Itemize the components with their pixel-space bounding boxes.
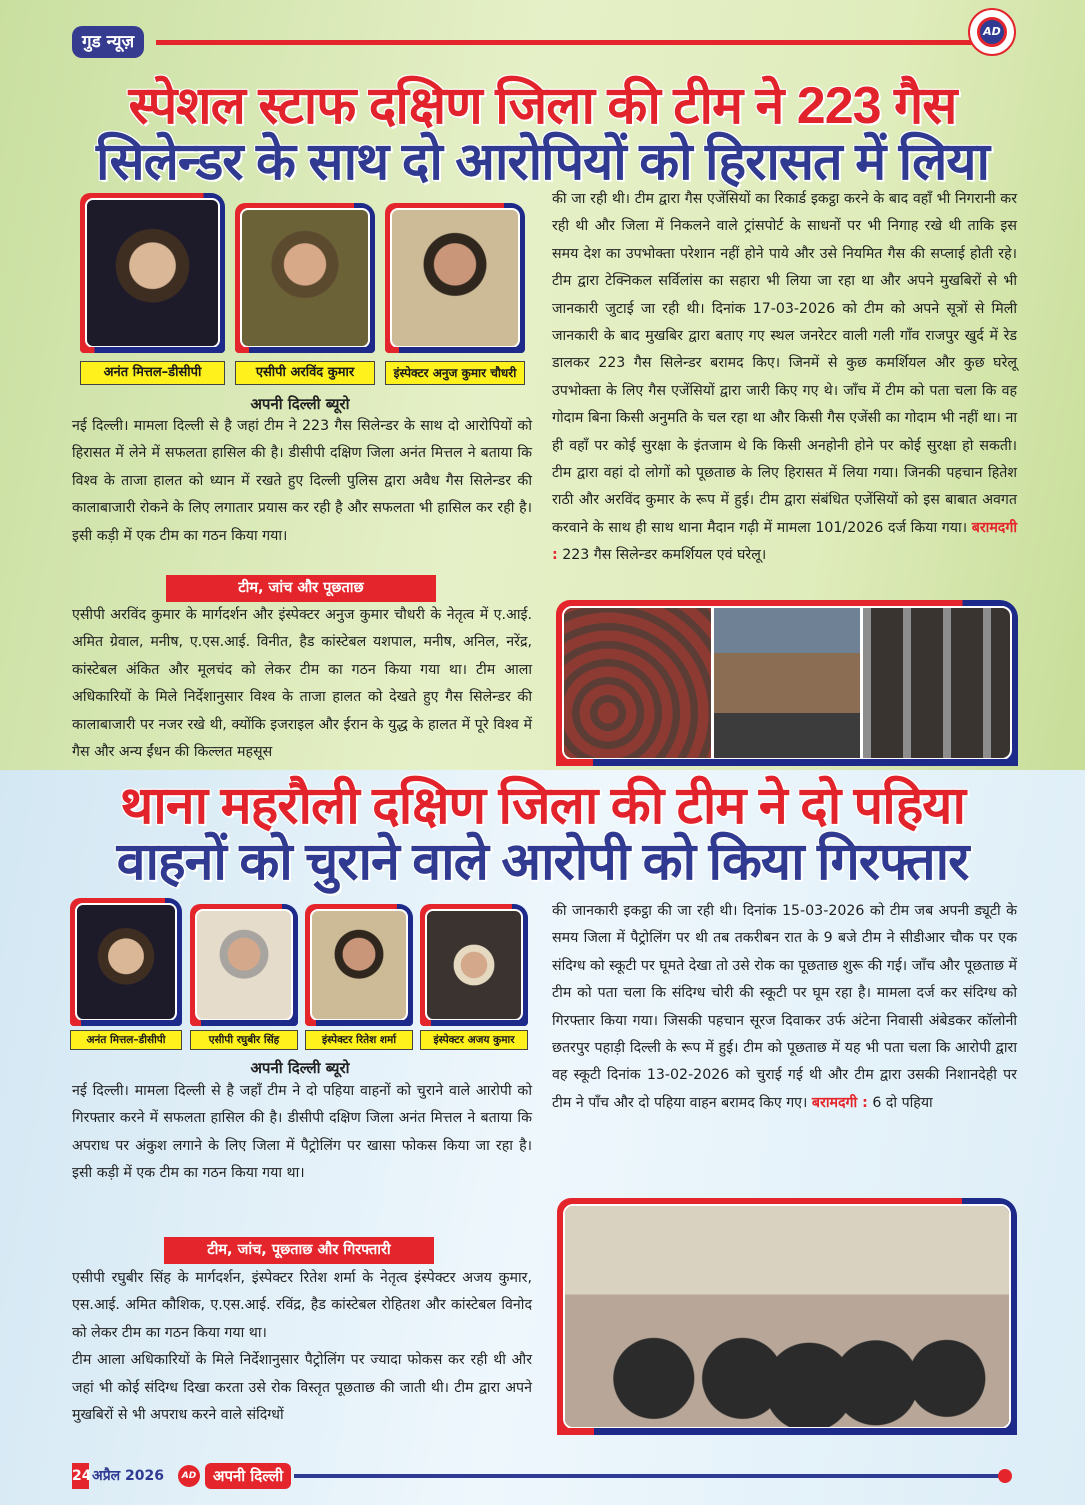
officer-photo-inspector [385,203,525,353]
story1-headline-line1: स्पेशल स्टाफ दक्षिण जिला की टीम ने 223 गैस [128,77,957,135]
story1-team-paragraph: एसीपी अरविंद कुमार के मार्गदर्शन और इंस्पेक्टर अनुज कुमार चौधरी के नेतृत्व में ए.आई. अमित ग्रेवाल, मनीष, ए.एस.आई. विनीत, हैड कांस्टेबल यशपाल, मनीष, अनिल, नरेंद्र, कांस्टेबल अंकित और मूलचंद को लेकर टीम का गठन किया गया था। टीम आला अधिकारियों के मिले निर्देशानुसार विश्व के ताजा हालत को देखते हुए गैस सिलेन्डर की कालाबाजारी पर नजर रखे थी, क्योंकि इजराइल और ईरान के युद्ध के हालत में पूरे विश्व में गैस और अन्य ईंधन की किल्लत महसूस [72,607,532,761]
story2-recovery-value: 6 दो पहिया [872,1094,933,1111]
cylinder-photo-2 [714,608,861,758]
portrait-image [310,909,408,1021]
story2-evidence-photo [557,1198,1017,1435]
portrait-image [195,909,293,1021]
officer-caption: इंस्पेक्टर अनुज कुमार चौधरी [385,361,525,385]
issue-date: अप्रैल 2026 [92,1468,164,1484]
officer-caption: एसीपी अरविंद कुमार [235,361,375,385]
story2-headline-line2: वाहनों को चुराने वाले आरोपी को किया गिरफ्तार [116,833,969,891]
officer-photo-dcp [70,898,182,1026]
header-rule [156,40,976,45]
officer-photo-dcp [80,193,225,353]
story2-team-paragraphs [72,1265,532,1429]
story1-column2 [552,186,1017,570]
portrait-image [425,909,523,1021]
officer-caption: इंस्पेक्टर रितेश शर्मा [305,1030,413,1050]
story2-team-paragraph-1: एसीपी रघुबीर सिंह के मार्गदर्शन, इंस्पेक्टर रितेश शर्मा के नेतृत्व इंस्पेक्टर अजय कुमार, एस.आई. अमित कौशिक, ए.एस.आई. रविंद्र, हैड कांस्टेबल रोहितश और कांस्टेबल विनोद को लेकर टीम का गठन किया गया था। [72,1270,532,1341]
officer-caption: अनंत मित्तल–डीसीपी [70,1030,182,1050]
evidence-photo-frame [563,1204,1011,1429]
story2-team-paragraph-2: टीम आला अधिकारियों के मिले निर्देशानुसार पैट्रोलिंग पर ज्यादा फोकस कर रही थी और जहां भी कोई संदिग्ध दिखा करता उसे रोक विस्तृत पूछताछ की जाती थी। टीम द्वारा अपने मुखबिरों से भी अपराध करने वाले संदिग्धों [72,1352,532,1424]
section-tag: गुड न्यूज़ [72,26,144,58]
officer-photo-acp [235,203,375,353]
officer-photo-acp [190,904,298,1026]
portrait-image [390,208,520,348]
story2-column2 [552,898,1017,1117]
story2-column2-text: की जानकारी इकट्ठा की जा रही थी। दिनांक 15-03-2026 को टीम जब अपनी ड्यूटी के समय जिला में पैट्रोलिंग पर थी तब तकरीबन रात के 9 बजे टीम ने सीडीआर चौक पर एक संदिग्ध को स्कूटी पर घूमते देखा तो उसे रोक का पूछताछ शुरू की गई। जाँच और पूछताछ में टीम को पता चला कि संदिग्ध चोरी की स्कूटी पर घूम रहा है। मामला दर्ज कर संदिग्ध को गिरफ्तार किया गया। जिसकी पहचान सूरज दिवाकर उर्फ अंटेना निवासी अंबेडकर कॉलोनी छतरपुर पहाड़ी दिल्ली के रूप में हुई। टीम को पूछताछ में यह भी पता चला कि आरोपी द्वारा वह स्कूटी दिनांक 13-02-2026 को चुराई गई थी और टीम द्वारा उसकी निशानदेही पर टीम ने पाँच और दो पहिया वाहन बरामद किए गए। [552,903,1017,1111]
story2-headline-line1: थाना महरौली दक्षिण जिला की टीम ने दो पहिया [120,777,965,835]
story1-byline: अपनी दिल्ली ब्यूरो [250,395,350,413]
officer-caption: अनंत मित्तल–डीसीपी [80,361,225,385]
officer-caption: इंस्पेक्टर अजय कुमार [420,1030,528,1050]
story2-intro: नई दिल्ली। मामला दिल्ली से है जहाँ टीम ने दो पहिया वाहनों को चुराने वाले आरोपी को गिरफ्तार करने में सफलता हासिल की है। डीसीपी दक्षिण जिला अनंत मित्तल ने बताया कि अपराध पर अंकुश लगाने के लिए जिला में पैट्रोलिंग पर खासा फोकस किया जा रहा है। इसी कड़ी में एक टीम का गठन किया गया था। [72,1083,532,1182]
officer-caption: एसीपी रघुबीर सिंह [190,1030,298,1050]
footer-rule [294,1474,1006,1478]
evidence-photo-strip [562,606,1012,760]
page-number: 24 [72,1463,89,1489]
police-emblem-icon [968,8,1016,56]
story1-column2-text: की जा रही थी। टीम द्वारा गैस एजेंसियों का रिकार्ड इकट्ठा करने के बाद वहाँ भी निगरानी कर रही थी और जिला में निकलने वाले ट्रांसपोर्ट के साधनों पर भी निगाह रखे थी ताकि इस समय देश का उपभोक्ता परेशान नहीं होने पाये और उसे नियमित गैस की सप्लाई होती रहे। टीम द्वारा टेक्निकल सर्विलांस का सहारा भी लिया जा रहा था और अपने मुखबिरों से भी जानकारी जुटाई जा रही थी। दिनांक 17-03-2026 को टीम को अपने सूत्रों से मिली जानकारी के बाद मुखबिर द्वारा बताए गए स्थल जनरेटर वाली गली गाँव राजपुर खुर्द में रेड डालकर 223 गैस सिलेन्डर बरामद किए। जिनमें से कुछ कमर्शियल और कुछ घरेलू उपभोक्ता के लिए गैस एजेंसियों द्वारा जारी किए गए थे। जाँच में टीम को पता चला कि वह गोदाम बिना किसी अनुमति के चल रहा था और किसी गैस एजेंसी का गोदाम भी नहीं था। ना ही वहाँ पर कोई सुरक्षा के इंतजाम थे कि किसी अनहोनी होने पर कोई सुरक्षा हो सकती। टीम द्वारा वहां दो लोगों को पूछताछ के लिए हिरासत में लिया गया। जिनकी पहचान हितेश राठी और अरविंद कुमार के रूप में हुई। टीम द्वारा संबंधित एजेंसियों को इस बाबात अवगत करवाने के साथ ही साथ थाना मैदान गढ़ी में मामला 101/2026 दर्ज किया गया। [552,191,1017,536]
recovered-bikes-photo [565,1206,1009,1427]
story1-evidence-photos [556,600,1018,766]
story2-byline: अपनी दिल्ली ब्यूरो [250,1059,350,1077]
story1-recovery-value: 223 गैस सिलेन्डर कमर्शियल एवं घरेलू। [562,547,767,564]
story2-recovery-label: बरामदगी : [811,1094,868,1111]
cylinder-photo-3 [863,608,1010,758]
story1-recovery-label: बरामदगी : [552,519,1017,564]
officer-photo-inspector-ritesh [305,904,413,1026]
officer-photo-inspector-ajay [420,904,528,1026]
story2-subhead: टीम, जांच, पूछताछ और गिरफ्तारी [164,1237,434,1264]
brand-logo-icon: AD [178,1465,200,1487]
footer-dot-icon [998,1469,1012,1483]
page-footer [72,1463,1020,1489]
story1-subhead: टीम, जांच और पूछताछ [166,575,436,602]
publication-name: अपनी दिल्ली [205,1463,291,1489]
cylinder-photo-1 [564,608,711,758]
section-header [72,26,1022,60]
portrait-image [85,198,220,348]
story1-headline-line2: सिलेन्डर के साथ दो आरोपियों को हिरासत में लिया [96,133,989,191]
portrait-image [240,208,370,348]
story1-intro: नई दिल्ली। मामला दिल्ली से है जहां टीम ने 223 गैस सिलेन्डर के साथ दो आरोपियों को हिरासत में लेने में सफलता हासिल की है। डीसीपी दक्षिण जिला अनंत मित्तल ने बताया कि विश्व के ताजा हालत को ध्यान में रखते हुए दिल्ली पुलिस द्वारा अवैध गैस सिलेन्डर की कालाबाजारी रोकने के लिए लगातार प्रयास कर रही है और सफलता भी हासिल कर रही है। इसी कड़ी में एक टीम का गठन किया गया। [72,418,532,544]
portrait-image [75,903,177,1021]
brand-logo-icon: AD [977,17,1007,47]
